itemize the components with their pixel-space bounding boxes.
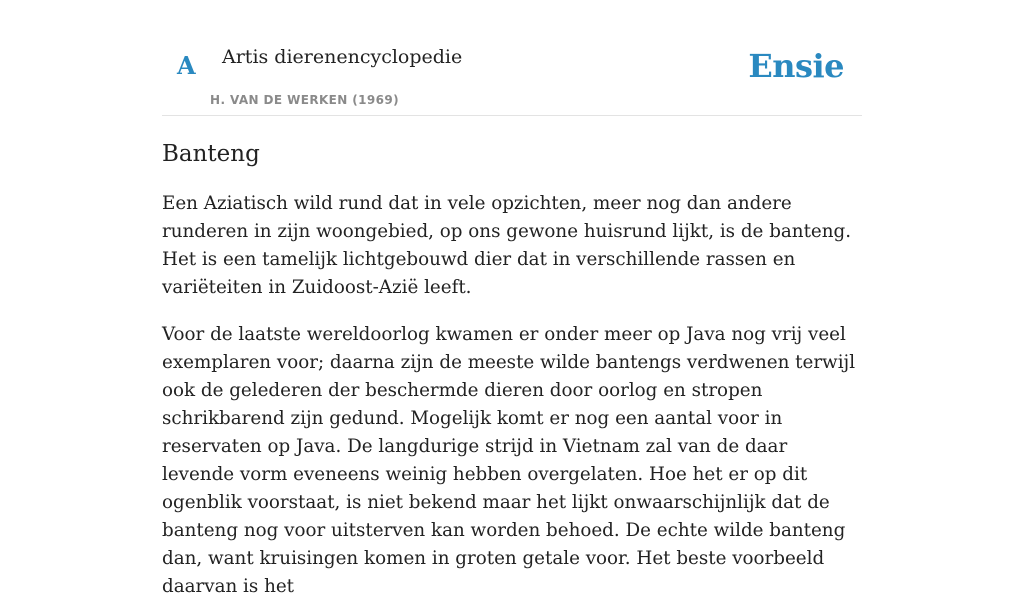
author-line: H. VAN DE WERKEN (1969): [210, 93, 400, 107]
entry-title: Banteng: [162, 141, 260, 167]
entry-paragraph: Een Aziatisch wild rund dat in vele opzichten, meer nog dan andere runderen in zijn woongebied, op ons gewone huisrund lijkt, is de banteng. Het is een tamelijk lichtgebouwd dier dat in verschillende rassen en variëteiten in Zuidoost-Azië leeft.: [162, 193, 852, 299]
book-title[interactable]: Artis dierenencyclopedie: [222, 46, 463, 68]
ensie-logo[interactable]: Ensie: [748, 47, 844, 85]
entry-paragraph: Voor de laatste wereldoorlog kwamen er onder meer op Java nog vrij veel exemplaren voor; daarna zijn de meeste wilde bantengs verdwenen terwijl ook de gelederen der beschermde dieren door oorlog en stropen schrikbarend zijn gedund. Mogelijk komt er nog een aantal voor in reservaten op Java. De langdurige strijd in Vietnam zal van de daar levende vorm eveneens weinig hebben overgelaten. Hoe het er op dit ogenblik voorstaat, is niet bekend maar het lijkt onwaarschijnlijk dat de banteng nog voor uitsterven kan worden behoed. De echte wilde banteng dan, want kruisingen komen in groten getale voor. Het beste voorbeeld daarvan is het: [162, 324, 856, 598]
page-header: [162, 0, 862, 116]
alphabet-letter-link[interactable]: A: [177, 51, 196, 80]
page-container: [162, 0, 862, 601]
entry-body: [162, 190, 862, 601]
